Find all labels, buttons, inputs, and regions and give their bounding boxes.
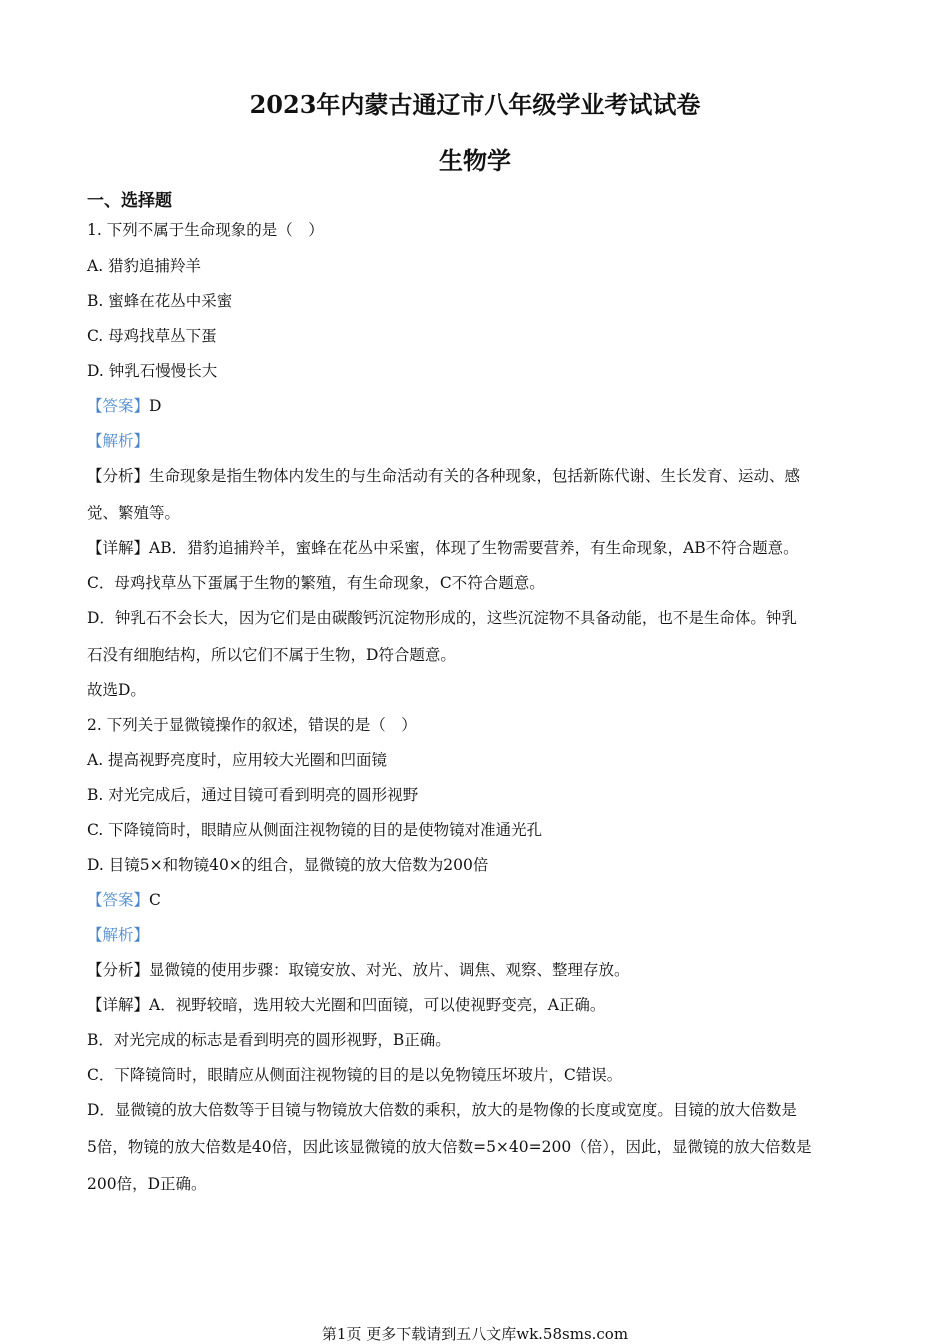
subject-title: 生物学	[439, 146, 511, 175]
fenxi-text: 生命现象是指生物体内发生的与生命活动有关的各种现象，包括新陈代谢、生长发育、运动、感	[149, 467, 801, 485]
detail-tag: 【详解】	[87, 539, 150, 557]
question-1-option-b: B. 蜜蜂在花丛中采蜜	[87, 292, 233, 310]
question-1-option-d: D. 钟乳石慢慢长大	[87, 362, 218, 380]
exam-title: 2023年内蒙古通辽市八年级学业考试试卷	[249, 90, 701, 119]
question-2-option-c: C. 下降镜筒时，眼睛应从侧面注视物镜的目的是使物镜对准通光孔	[87, 821, 543, 839]
question-1-detail-c: C．母鸡找草丛下蛋属于生物的繁殖，有生命现象，C不符合题意。	[87, 574, 545, 592]
answer-value: D	[149, 397, 162, 415]
detail-text: A．视野较暗，选用较大光圈和凹面镜，可以使视野变亮，A正确。	[149, 996, 606, 1014]
fenxi-tag: 【分析】	[87, 961, 150, 979]
answer-tag: 【答案】	[87, 397, 150, 415]
question-1-conclusion: 故选D。	[87, 681, 146, 699]
detail-text: AB．猎豹追捕羚羊，蜜蜂在花丛中采蜜，体现了生物需要营养，有生命现象，AB不符合题意。	[149, 539, 799, 557]
fenxi-text: 显微镜的使用步骤：取镜安放、对光、放片、调焦、观察、整理存放。	[149, 961, 630, 979]
answer-tag: 【答案】	[87, 891, 150, 909]
question-1-stem: 1. 下列不属于生命现象的是（ ）	[87, 221, 324, 239]
question-2-analysis-tag: 【解析】	[87, 926, 150, 944]
question-1-analysis-tag: 【解析】	[87, 432, 150, 450]
question-2-stem: 2. 下列关于显微镜操作的叙述，错误的是（ ）	[87, 716, 417, 734]
question-1-option-a: A. 猎豹追捕羚羊	[87, 257, 202, 275]
question-2-fenxi	[87, 959, 867, 981]
question-2-detail-d-cont: 5倍，物镜的放大倍数是40倍，因此该显微镜的放大倍数=5×40=200（倍），因此，显微镜的放大倍数是	[87, 1138, 812, 1156]
detail-tag: 【详解】	[87, 996, 150, 1014]
question-1-detail-d-cont: 石没有细胞结构，所以它们不属于生物，D符合题意。	[87, 646, 456, 664]
question-2-detail-d: D．显微镜的放大倍数等于目镜与物镜放大倍数的乘积，放大的是物像的长度或宽度。目镜的放大倍数是	[87, 1101, 797, 1119]
fenxi-tag: 【分析】	[87, 467, 150, 485]
section-heading: 一、选择题	[87, 191, 172, 211]
question-1-answer	[87, 395, 867, 417]
question-2-detail-c: C．下降镜筒时，眼睛应从侧面注视物镜的目的是以免物镜压坏玻片，C错误。	[87, 1066, 623, 1084]
answer-value: C	[149, 891, 161, 909]
question-1-detail-d: D．钟乳石不会长大，因为它们是由碳酸钙沉淀物形成的，这些沉淀物不具备动能，也不是生命体。钟乳	[87, 609, 797, 627]
question-2-option-a: A. 提高视野亮度时，应用较大光圈和凹面镜	[87, 751, 388, 769]
question-2-detail-b: B．对光完成的标志是看到明亮的圆形视野，B正确。	[87, 1031, 451, 1049]
question-2-option-b: B. 对光完成后，通过目镜可看到明亮的圆形视野	[87, 786, 419, 804]
question-2-detail	[87, 994, 867, 1016]
question-2-option-d: D. 目镜5×和物镜40×的组合，显微镜的放大倍数为200倍	[87, 856, 489, 874]
question-2-detail-d-end: 200倍，D正确。	[87, 1175, 207, 1193]
question-1-fenxi	[87, 465, 867, 487]
question-1-detail	[87, 537, 867, 559]
question-1-option-c: C. 母鸡找草丛下蛋	[87, 327, 217, 345]
question-1-fenxi-cont: 觉、繁殖等。	[87, 504, 181, 522]
page-footer: 第1页 更多下载请到五八文库wk.58sms.com	[321, 1325, 629, 1343]
question-2-answer	[87, 889, 867, 911]
